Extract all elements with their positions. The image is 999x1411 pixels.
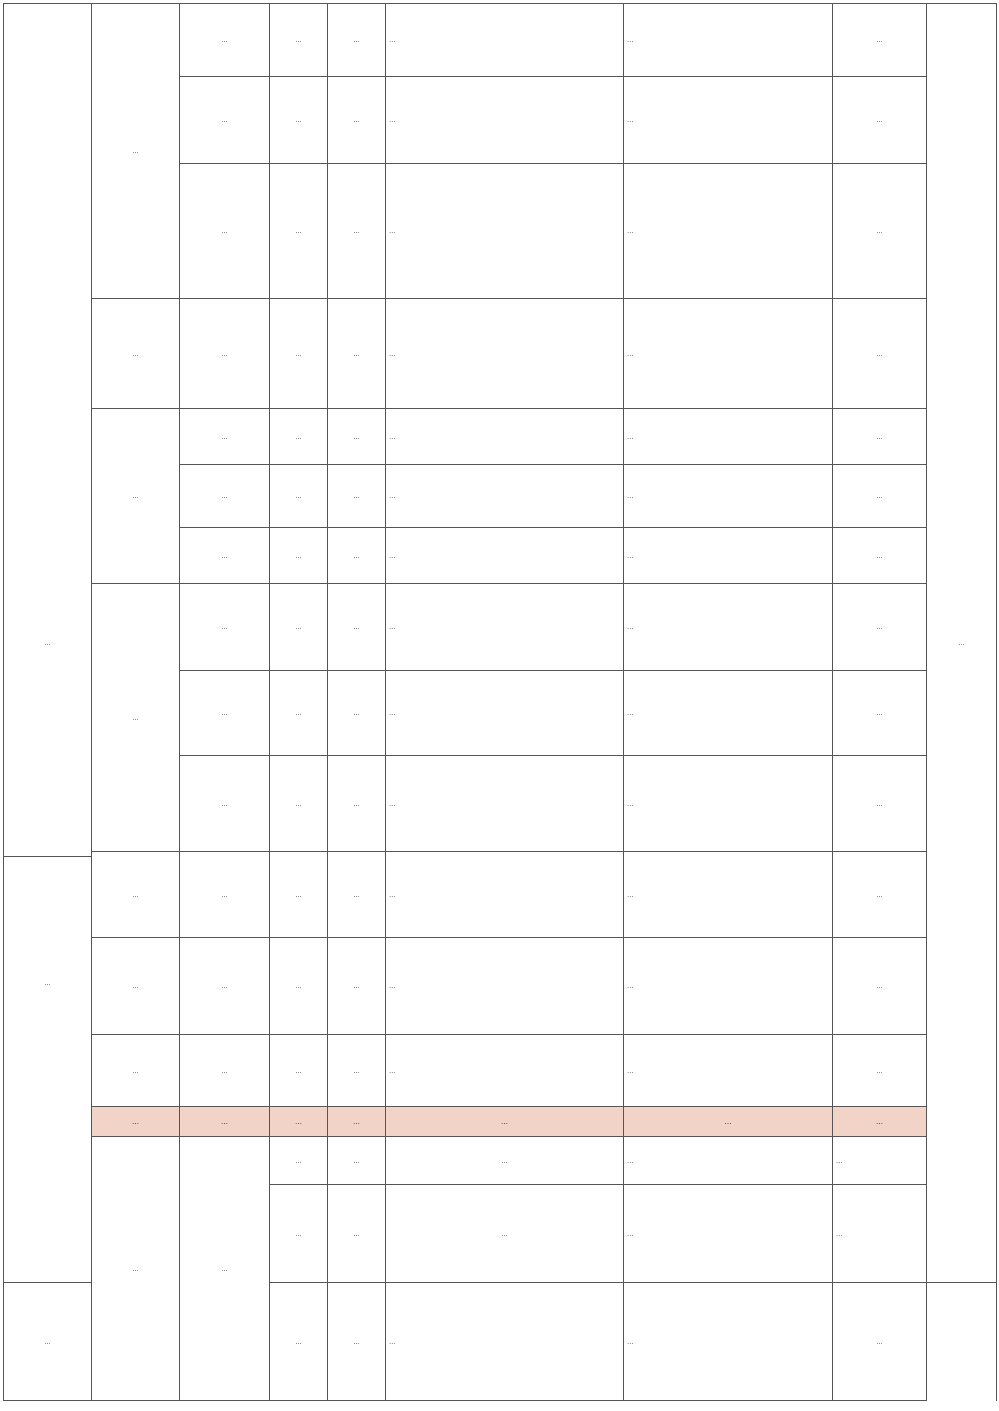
unit-cell: … <box>92 299 180 409</box>
count-cell: … <box>328 1035 386 1107</box>
duties-cell: … <box>386 409 624 465</box>
count-cell: … <box>386 1137 624 1185</box>
qualification-cell: … <box>833 1185 927 1283</box>
field-cell: … <box>180 4 270 77</box>
email-cell[interactable]: … <box>833 465 927 528</box>
track-cell: … <box>328 1137 386 1185</box>
duties-cell: … <box>386 4 624 77</box>
count-cell: … <box>328 4 386 77</box>
qualification-cell: … <box>624 671 833 756</box>
qualification-cell: … <box>624 4 833 77</box>
qualification-cell: … <box>624 756 833 852</box>
table-row <box>4 299 997 409</box>
email-cell[interactable]: … <box>833 671 927 756</box>
count-cell: … <box>328 299 386 409</box>
unit-cell: … <box>92 1035 180 1107</box>
qualification-cell: … <box>624 938 833 1035</box>
qualification-cell: … <box>624 1035 833 1107</box>
count-cell: … <box>328 938 386 1035</box>
table-row <box>4 409 997 465</box>
count-cell: … <box>328 164 386 299</box>
track-cell: … <box>270 1035 328 1107</box>
qualification-cell: … <box>624 164 833 299</box>
duties-cell: … <box>386 164 624 299</box>
email-cell[interactable]: … <box>833 77 927 164</box>
qualification-cell: … <box>624 465 833 528</box>
email-cell[interactable]: … <box>833 584 927 671</box>
track-cell: … <box>270 465 328 528</box>
duties-cell: … <box>386 528 624 584</box>
track-cell: … <box>270 1283 328 1401</box>
field-cell: … <box>180 938 270 1035</box>
header-division: … <box>92 1107 180 1137</box>
field-cell: … <box>180 299 270 409</box>
unit-cell: … <box>92 938 180 1035</box>
count-cell: … <box>328 1283 386 1401</box>
track-cell: … <box>270 756 328 852</box>
field-cell: … <box>180 1035 270 1107</box>
recruitment-table <box>3 3 997 1401</box>
qualification-cell: … <box>624 528 833 584</box>
header-headcount: … <box>386 1107 624 1137</box>
duties-cell: … <box>386 1035 624 1107</box>
table-row <box>4 938 997 1035</box>
header-unit: … <box>180 1107 270 1137</box>
email-cell[interactable]: … <box>833 756 927 852</box>
duties-cell: … <box>386 465 624 528</box>
header-qualifications: … <box>833 1107 927 1137</box>
count-cell: … <box>328 465 386 528</box>
duties-cell: … <box>386 671 624 756</box>
count-cell: … <box>328 584 386 671</box>
qualification-cell: … <box>624 77 833 164</box>
header-field: … <box>270 1107 328 1137</box>
table-row <box>4 1137 997 1185</box>
qualification-cell: … <box>833 1137 927 1185</box>
email-cell[interactable]: … <box>833 164 927 299</box>
count-cell: … <box>328 528 386 584</box>
duties-cell: … <box>386 1283 624 1401</box>
qualification-cell: … <box>624 1283 833 1401</box>
header-duties: … <box>624 1107 833 1137</box>
field-cell: … <box>180 164 270 299</box>
duties-cell: … <box>386 756 624 852</box>
field-cell: … <box>180 756 270 852</box>
email-cell[interactable]: … <box>833 299 927 409</box>
track-cell: … <box>270 164 328 299</box>
count-cell: … <box>328 852 386 938</box>
table-row <box>4 1035 997 1107</box>
count-cell: … <box>328 756 386 852</box>
division-cell: … <box>4 4 92 1283</box>
recipient-cell: … <box>927 4 997 1283</box>
count-cell: … <box>328 77 386 164</box>
track-cell: … <box>270 671 328 756</box>
duties-cell: … <box>386 299 624 409</box>
email-cell[interactable]: … <box>833 4 927 77</box>
field-cell: … <box>180 852 270 938</box>
track-cell: … <box>270 4 328 77</box>
unit-cell: … <box>180 1137 270 1401</box>
unit-cell: … <box>92 409 180 584</box>
track-cell: … <box>270 77 328 164</box>
duties-cell: … <box>386 77 624 164</box>
track-cell: … <box>270 852 328 938</box>
count-cell: … <box>386 1185 624 1283</box>
email-cell[interactable]: … <box>833 1035 927 1107</box>
qualification-cell: … <box>624 299 833 409</box>
email-cell[interactable]: … <box>833 938 927 1035</box>
qualification-cell: … <box>624 584 833 671</box>
field-cell: … <box>270 1137 328 1185</box>
unit-cell: … <box>92 4 180 299</box>
header-track: … <box>328 1107 386 1137</box>
track-cell: … <box>270 938 328 1035</box>
unit-cell: … <box>92 852 180 938</box>
qualification-cell: … <box>624 852 833 938</box>
division-label-secondary <box>4 856 92 1109</box>
table-header-row <box>4 1107 997 1137</box>
field-cell: … <box>180 528 270 584</box>
email-cell[interactable]: … <box>833 1283 927 1401</box>
duties-cell: … <box>386 938 624 1035</box>
field-cell: … <box>4 1283 92 1401</box>
track-cell: … <box>270 528 328 584</box>
division-name: … <box>44 979 51 987</box>
field-cell: … <box>180 671 270 756</box>
table-row <box>4 584 997 671</box>
email-cell[interactable]: … <box>833 528 927 584</box>
duties-cell: … <box>386 852 624 938</box>
track-cell: … <box>328 1185 386 1283</box>
unit-cell: … <box>92 584 180 852</box>
count-cell: … <box>328 409 386 465</box>
duties-cell: … <box>386 584 624 671</box>
email-cell[interactable]: … <box>833 852 927 938</box>
field-cell: … <box>270 1185 328 1283</box>
table-row <box>4 852 997 938</box>
email-cell[interactable]: … <box>833 409 927 465</box>
track-cell: … <box>270 584 328 671</box>
field-cell: … <box>180 584 270 671</box>
field-cell: … <box>180 409 270 465</box>
field-cell: … <box>180 77 270 164</box>
field-cell: … <box>180 465 270 528</box>
duties-cell: … <box>624 1185 833 1283</box>
track-cell: … <box>270 299 328 409</box>
track-cell: … <box>270 409 328 465</box>
count-cell: … <box>328 671 386 756</box>
qualification-cell: … <box>624 409 833 465</box>
division-cell: … <box>92 1137 180 1401</box>
table-row <box>4 4 997 77</box>
duties-cell: … <box>624 1137 833 1185</box>
